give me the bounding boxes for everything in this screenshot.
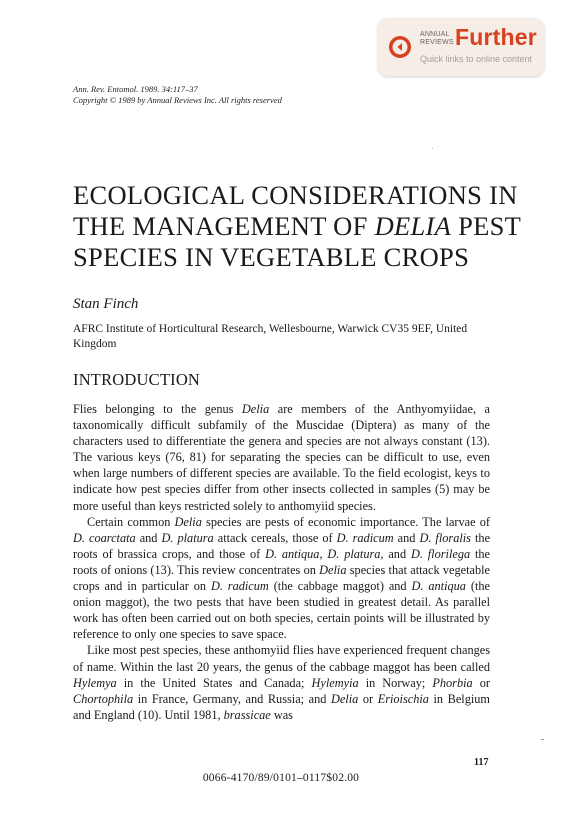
paragraph-2: Certain common Delia species are pests of economic importance. The larvae of D. coarctata and D. platura attack cereals, those of D. radicum and D. floralis the roots of brassica crops, and those of D. antiqua, D. platura, and D. florilega the roots of onions (13). This review concentrates on Delia species that attack vegetable crops and in particular on D. radicum (the cabbage maggot) and D. antiqua (the onion maggot), the two pests that have been studied in greatest detail. As parallel work has often been carried out on both species, certain points will be illustrated by reference to only one species to save space.	[73, 514, 491, 642]
badge-publisher-label: ANNUAL REVIEWS	[420, 31, 454, 46]
further-arrow-icon	[388, 35, 412, 59]
page-number: 117	[474, 757, 489, 768]
article-body	[73, 401, 490, 723]
annual-reviews-further-badge[interactable]	[378, 18, 544, 76]
section-heading: INTRODUCTION	[73, 370, 201, 389]
paragraph-1: Flies belonging to the genus Delia are members of the Anthyomyiidae, a taxonomically difficult subfamily of the Muscidae (Diptera) as many of the characters used to differentiate the genera and species are not always constant (13). The various keys (76, 81) for separating the species can be difficult to use, even when large numbers of different species are available. To the field ecologist, keys to indicate how pest species differ from other insects collected in samples (5) may be more useful than keys restricted solely to anthomyiid species.	[73, 402, 491, 513]
badge-further-label: Further	[455, 24, 537, 50]
author-name: Stan Finch	[73, 296, 139, 312]
article-code: 0066-4170/89/0101–0117$02.00	[202, 772, 360, 784]
scan-mark	[541, 739, 544, 740]
scan-speck	[432, 148, 433, 149]
author-affiliation: AFRC Institute of Horticultural Research, Wellesbourne, Warwick CV35 9EF, United Kingdom	[73, 323, 468, 350]
article-title: ECOLOGICAL CONSIDERATIONS IN THE MANAGEMENT OF DELIA PEST SPECIES IN VEGETABLE CROPS	[73, 180, 522, 272]
copyright-line: Copyright © 1989 by Annual Reviews Inc. All rights reserved	[73, 95, 282, 105]
citation-line: Ann. Rev. Entomol. 1989. 34:117–37	[73, 84, 198, 94]
journal-citation	[73, 84, 282, 106]
badge-subtitle: Quick links to online content	[420, 54, 533, 64]
paragraph-3: Like most pest species, these anthomyiid flies have experienced frequent changes of name. Within the last 20 years, the genus of the cabbage maggot has been called Hylemya in the United States and Canada; Hylemyia in Norway; Phorbia or Chortophila in France, Germany, and Russia; and Delia or Erioischia in Belgium and England (10). Until 1981, brassicae was	[73, 643, 490, 722]
